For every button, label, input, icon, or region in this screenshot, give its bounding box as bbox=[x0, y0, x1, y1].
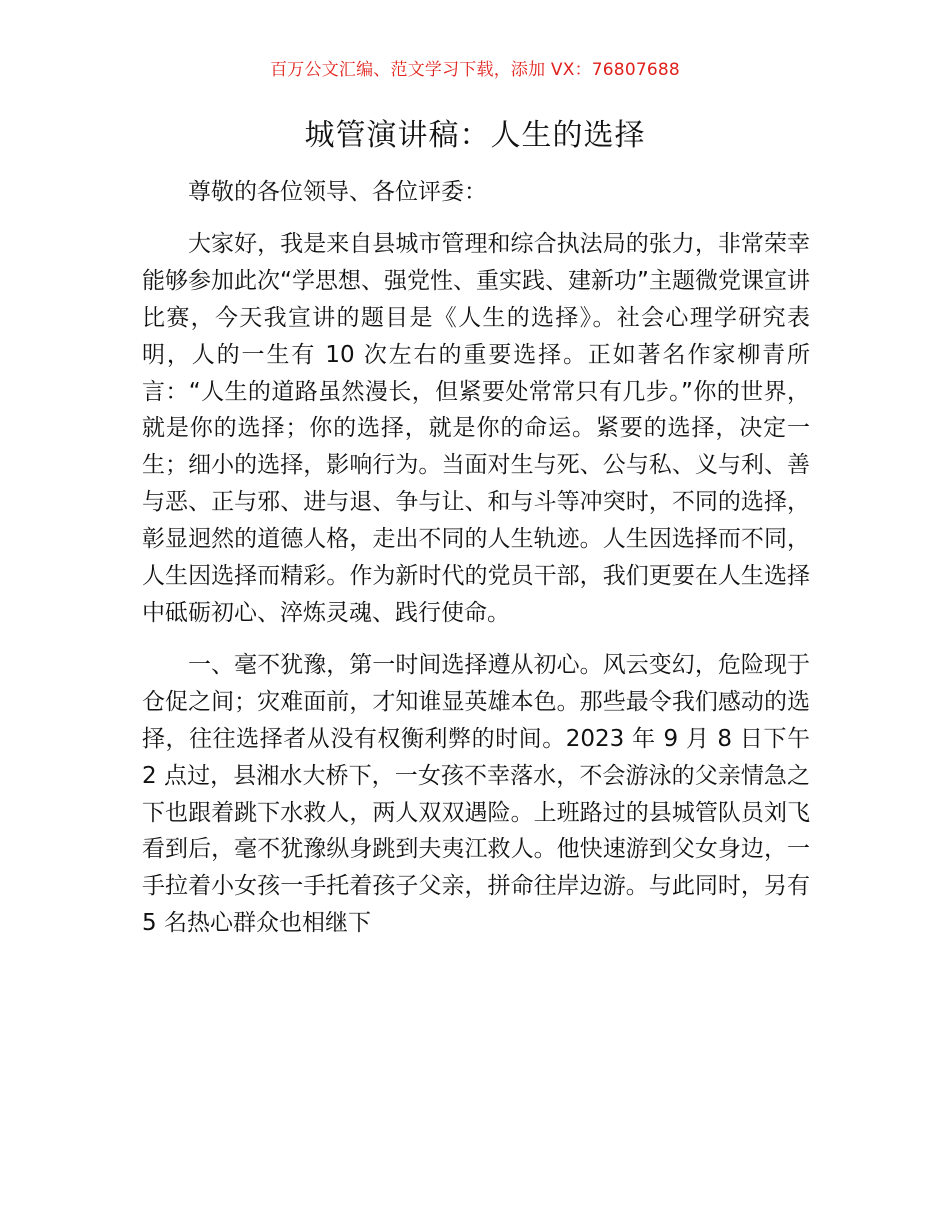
paragraph-section-1: 一、毫不犹豫，第一时间选择遵从初心。风云变幻，危险现于仓促之间；灾难面前，才知谁显英雄本色。那些最令我们感动的选择，往往选择者从没有权衡利弊的时间。2023 年 9 月 8 日下午 2 点过，县湘水大桥下，一女孩不幸落水，不会游泳的父亲情急之下也跟着跳下水救人，两人双双遇险。上班路过的县城管队员刘飞看到后，毫不犹豫纵身跳到夫夷江救人。他快速游到父女身边，一手拉着小女孩一手托着孩子父亲，拼命往岸边游。与此同时，另有 5 名热心群众也相继下 bbox=[142, 651, 810, 937]
salutation: 尊敬的各位领导、各位评委： bbox=[188, 179, 487, 205]
page-title: 城管演讲稿：人生的选择 bbox=[304, 118, 646, 153]
paragraph-intro: 大家好，我是来自县城市管理和综合执法局的张力，非常荣幸能够参加此次“学思想、强党性、重实践、建新功”主题微党课宣讲比赛，今天我宣讲的题目是《人生的选择》。社会心理学研究表明，人的一生有 10 次左右的重要选择。正如著名作家柳青所言：“人生的道路虽然漫长，但紧要处常常只有几步。”你的世界，就是你的选择；你的选择，就是你的命运。紧要的选择，决定一生；细小的选择，影响行为。当面对生与死、公与私、义与利、善与恶、正与邪、进与退、争与让、和与斗等冲突时，不同的选择，彰显迥然的道德人格，走出不同的人生轨迹。人生因选择而不同，人生因选择而精彩。作为新时代的党员干部，我们更要在人生选择中砥砺初心、淬炼灵魂、践行使命。 bbox=[142, 230, 810, 626]
header-banner: 百万公文汇编、范文学习下载，添加 VX：76807688 bbox=[270, 60, 680, 80]
document-body bbox=[142, 174, 810, 942]
